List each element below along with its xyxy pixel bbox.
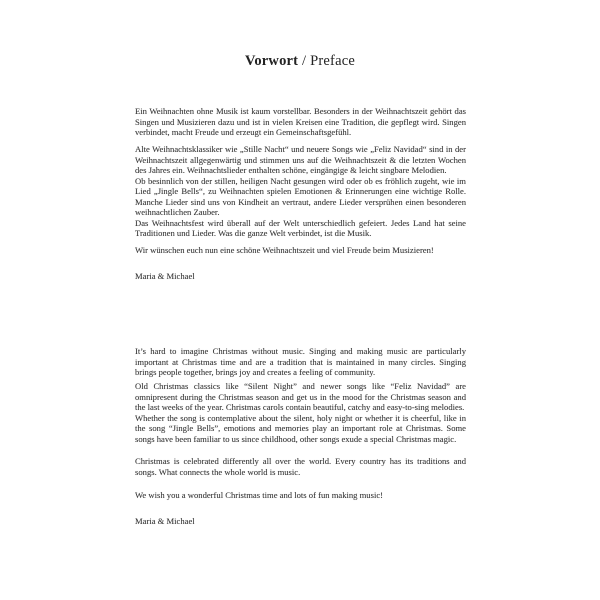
english-paragraph-1-text: It’s hard to imagine Christmas without music. Singing and making music are particularly important at Christmas time and are a tradition that is maintained in many circles. Singing brings people together, brings joy and creates a feeling of community.	[135, 346, 466, 377]
page-title-separator: /	[302, 53, 307, 69]
english-paragraph-1	[135, 346, 466, 378]
german-paragraph-1	[135, 106, 466, 138]
german-paragraph-2b-text: Ob besinnlich von der stillen, heiligen Nacht gesungen wird oder ob es fröhlich zugeht, wie im Lied „Jingle Bells“, zu Weihnachten spielen Emotionen & Erinnerungen eine wichtige Rolle. Manche Lieder sind uns von Kindheit an vertraut, andere Lieder versprühen einen besonderen weihnachtlichen Zauber.	[135, 175, 466, 217]
german-wish-line	[135, 245, 466, 256]
german-signature	[135, 271, 466, 282]
english-signature-text: Maria & Michael	[135, 516, 195, 526]
german-paragraph-2c-text: Das Weihnachtsfest wird überall auf der Welt unterschiedlich gefeiert. Jedes Land hat seine Traditionen und Lieder. Was die ganze Welt verbindet, ist die Musik.	[135, 217, 466, 238]
german-wish-text: Wir wünschen euch nun eine schöne Weihnachtszeit und viel Freude beim Musizieren!	[135, 245, 434, 255]
english-paragraph-3-text: Christmas is celebrated differently all over the world. Every country has its traditions and songs. What connects the whole world is music.	[135, 456, 466, 477]
english-wish-line	[135, 490, 466, 501]
english-paragraph-2	[135, 381, 466, 444]
page-title-german: Vorwort	[245, 53, 299, 69]
german-paragraph-1-text: Ein Weihnachten ohne Musik ist kaum vorstellbar. Besonders in der Weihnachtszeit gehört das Singen und Musizieren dazu und ist in vielen Kreisen eine Tradition, die gepflegt wird. Singen verbindet, macht Freude und erzeugt ein Gemeinschaftsgefühl.	[135, 106, 466, 137]
page-title	[0, 52, 600, 70]
english-signature	[135, 516, 466, 527]
english-paragraph-2b-text: Whether the song is contemplative about the silent, holy night or whether it is cheerful, like in the song “Jingle Bells”, emotions and memories play an important role at Christmas. Some songs have been familiar to us since childhood, other songs exude a special Christmas magic.	[135, 412, 466, 444]
english-paragraph-3	[135, 456, 466, 477]
german-paragraph-2a-text: Alte Weihnachtsklassiker wie „Stille Nacht“ und neuere Songs wie „Feliz Navidad“ sind in der Weihnachtszeit allgegenwärtig und stimmen uns auf die Weihnachtszeit & die letzten Wochen des Jahres ein. Weihnachtslieder enthalten schöne, eingängige & leicht singbare Melodien.	[135, 144, 466, 175]
german-signature-text: Maria & Michael	[135, 271, 195, 281]
german-paragraph-2	[135, 144, 466, 239]
english-wish-text: We wish you a wonderful Christmas time and lots of fun making music!	[135, 490, 384, 500]
english-paragraph-2a-text: Old Christmas classics like “Silent Night” and newer songs like “Feliz Navidad” are omnipresent during the Christmas season and get us in the mood for the Christmas season and the last weeks of the year. Christmas carols contain beautiful, catchy and easy-to-sing melodies.	[135, 381, 466, 412]
page-title-english: Preface	[310, 53, 355, 69]
